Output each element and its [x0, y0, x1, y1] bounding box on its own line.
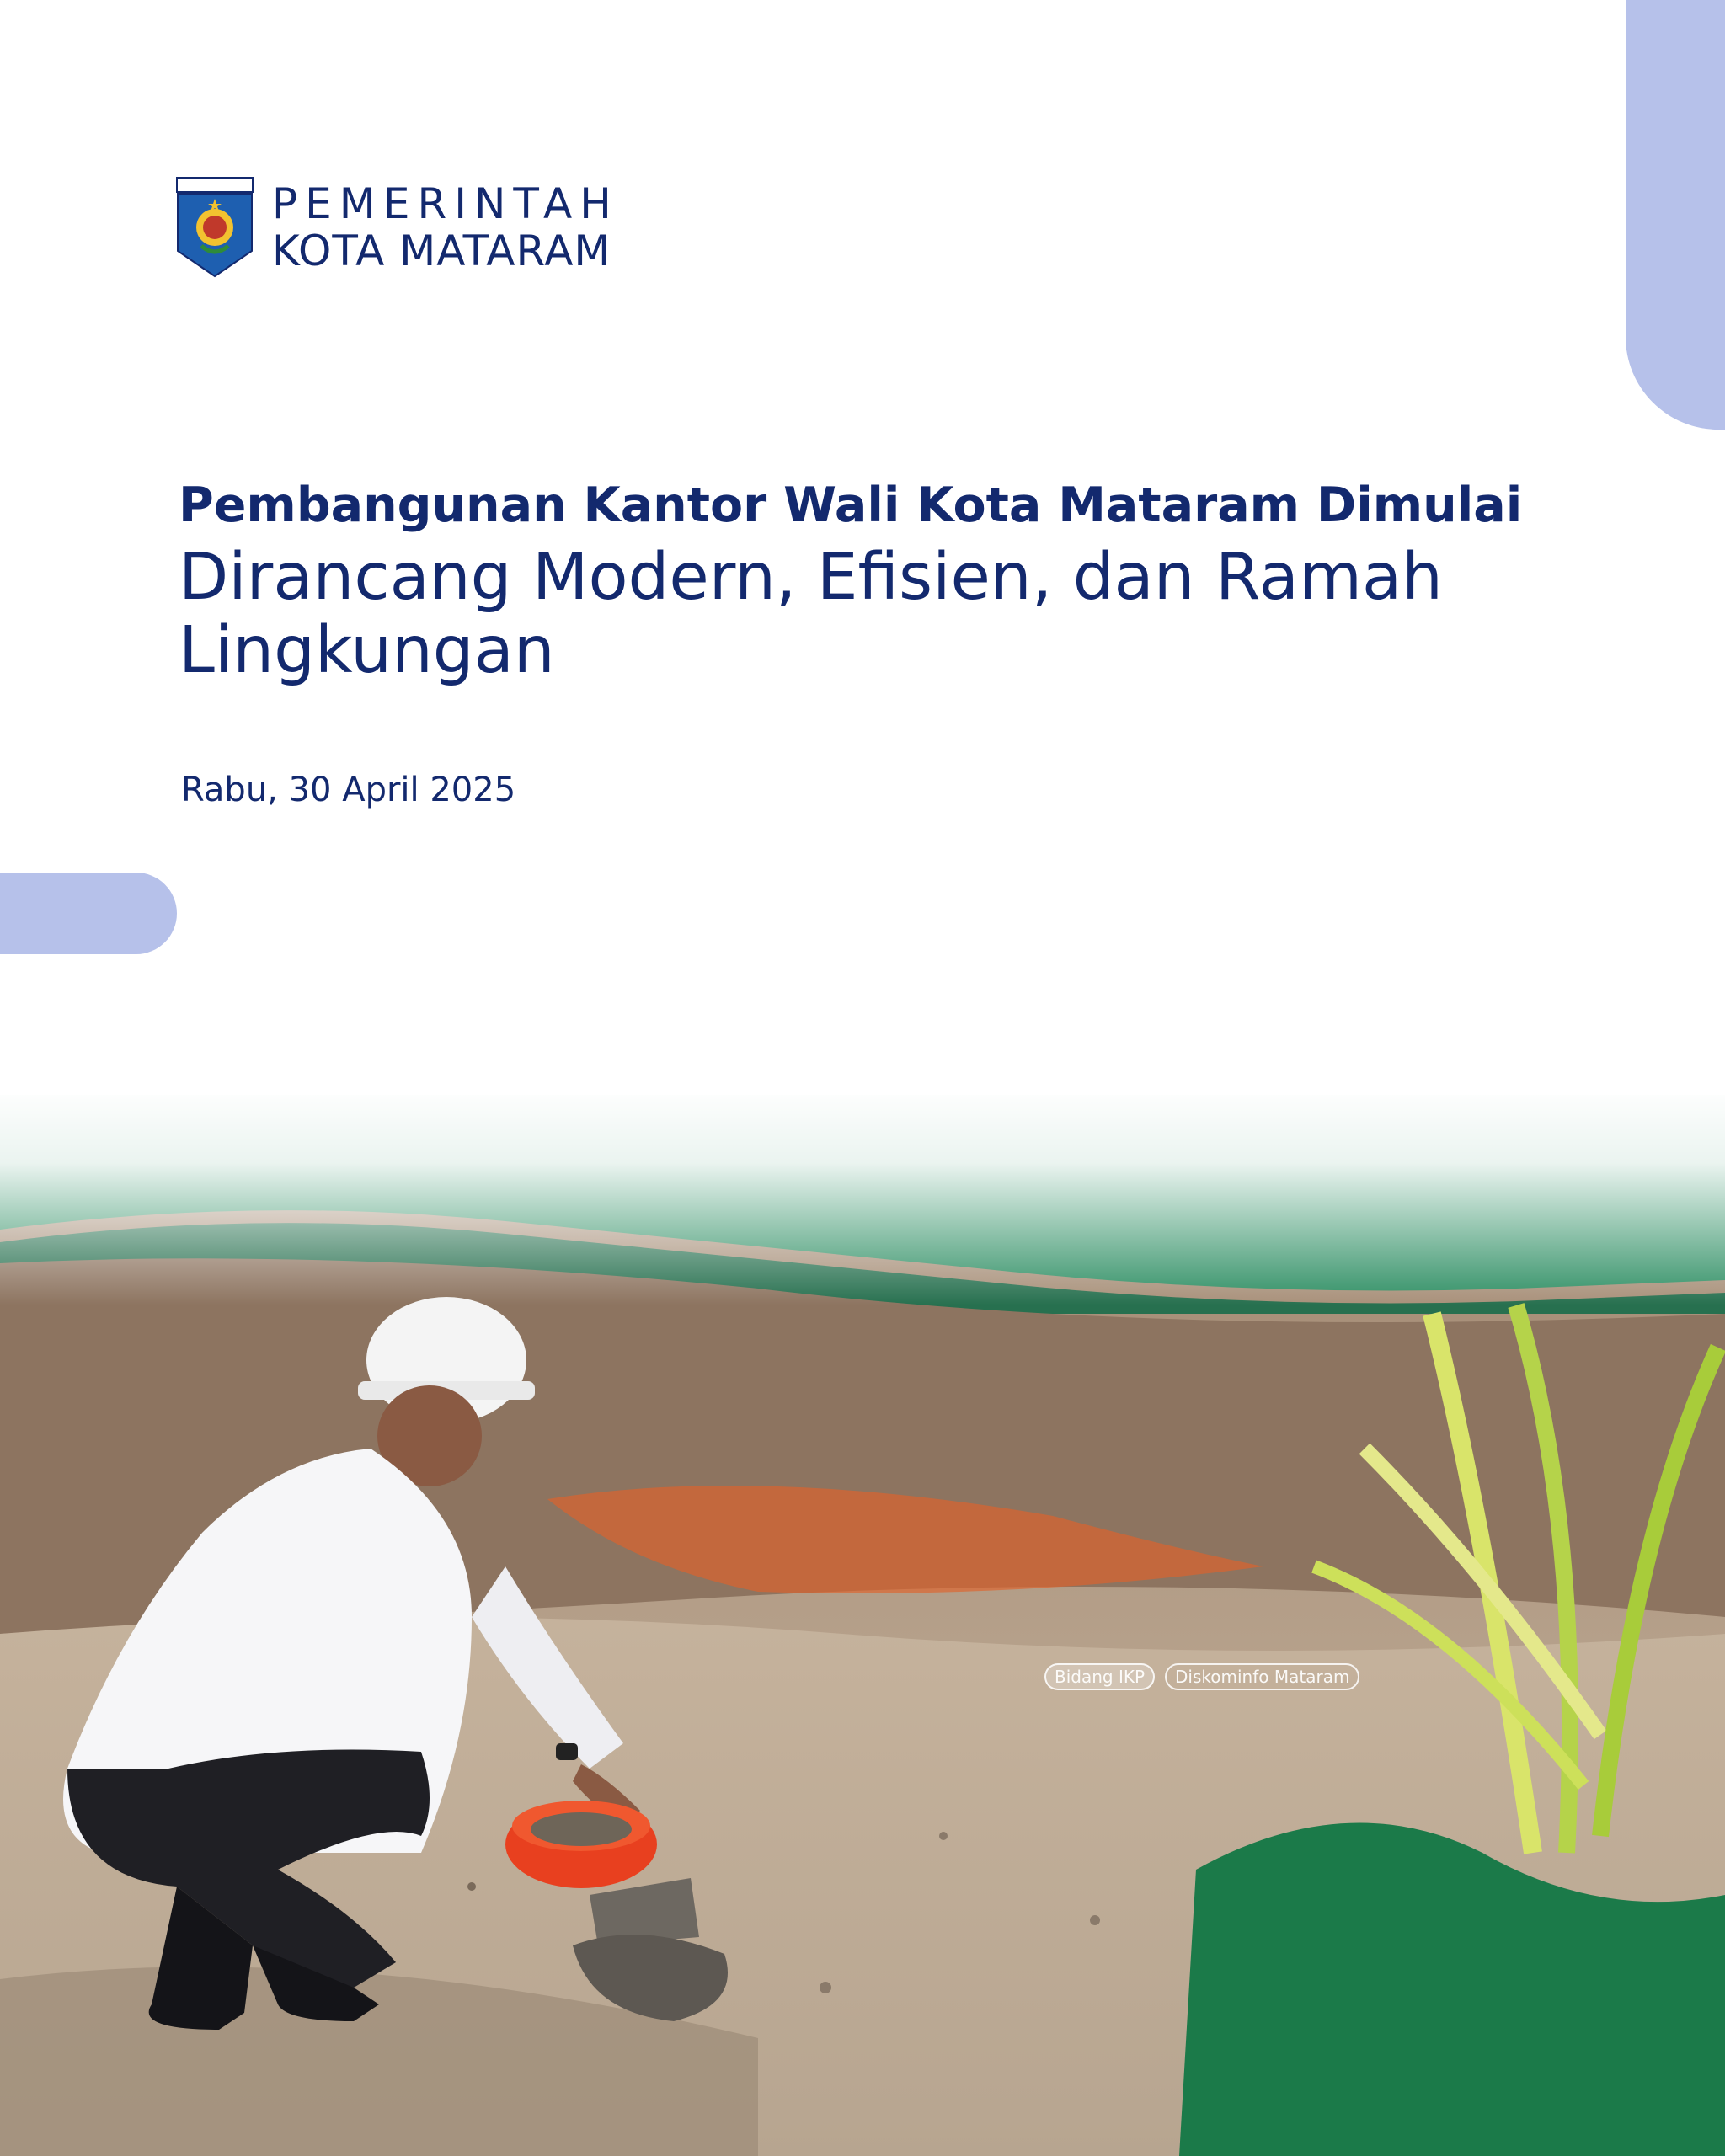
watermark-left: Bidang IKP	[1044, 1663, 1155, 1690]
brand-line2: KOTA MATARAM	[272, 227, 611, 275]
decorative-accent-left	[0, 873, 177, 954]
publish-date: Rabu, 30 April 2025	[181, 771, 516, 809]
decorative-accent-top	[1626, 0, 1725, 430]
headline: Pembangunan Kantor Wali Kota Mataram Dimulai	[179, 478, 1523, 533]
photo-fade-overlay	[0, 1086, 1725, 1305]
brand-line1: PEMERINTAH	[272, 179, 619, 228]
title-block	[179, 478, 1560, 687]
watermark-right: Diskominfo Mataram	[1165, 1663, 1359, 1690]
city-emblem-icon	[176, 177, 254, 278]
subheadline: Dirancang Modern, Efisien, dan Ramah Lingkungan	[179, 539, 1443, 688]
brand-header	[176, 177, 619, 278]
photo-watermark	[1044, 1663, 1359, 1690]
